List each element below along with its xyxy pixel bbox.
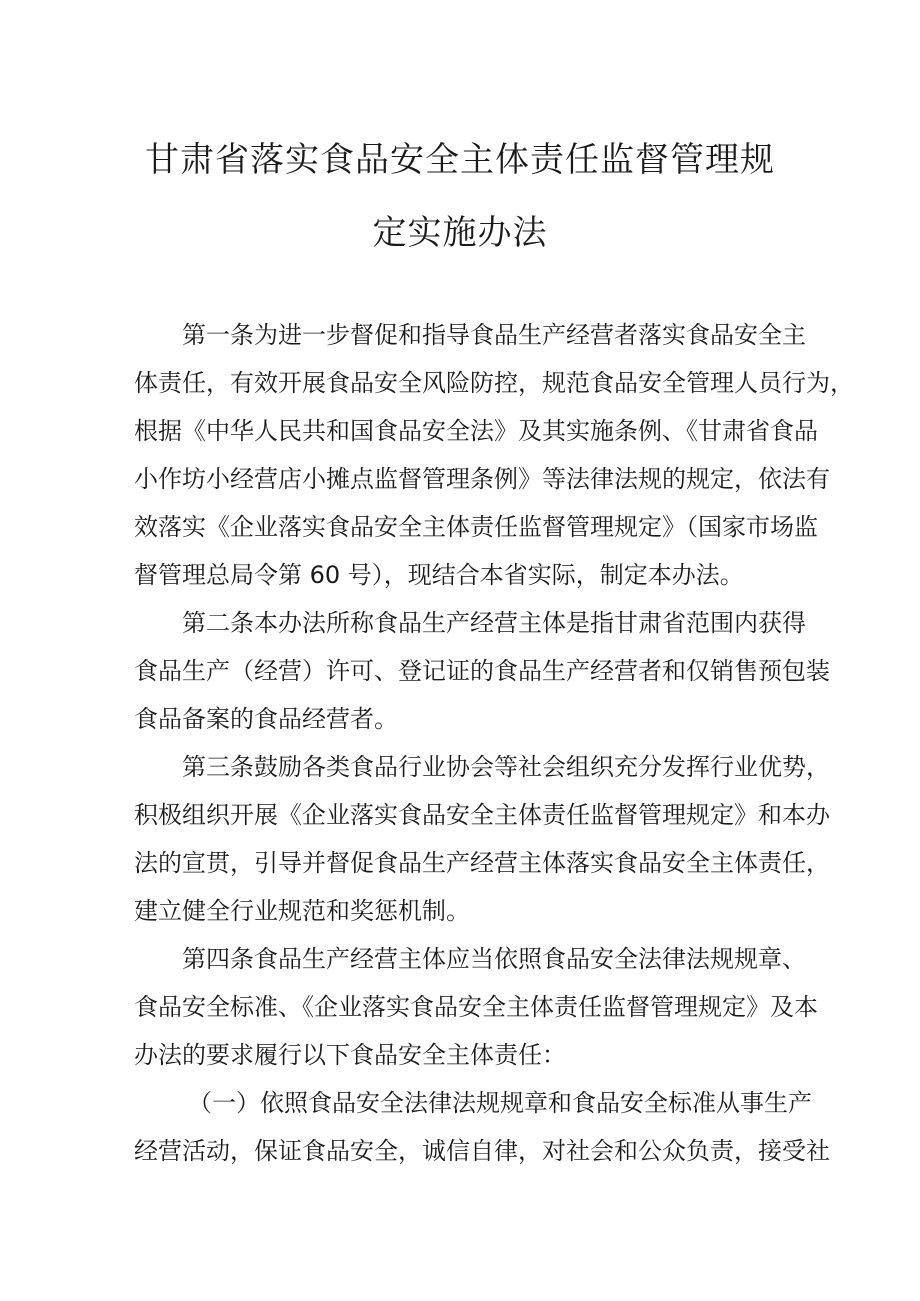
article-2-line-3: 食品备案的食品经营者。 xyxy=(134,705,398,733)
item-1-line-2: 经营活动，保证食品安全，诚信自律，对社会和公众负责，接受社 xyxy=(134,1137,830,1165)
document-title-line-1: 甘肃省落实食品安全主体责任监督管理规 xyxy=(145,140,775,180)
article-4-line-2: 食品安全标准、《企业落实食品安全主体责任监督管理规定》及本 xyxy=(134,993,818,1021)
article-1-line-6: 督管理总局令第 60 号），现结合本省实际，制定本办法。 xyxy=(134,561,744,589)
article-2-line-1: 第二条本办法所称食品生产经营主体是指甘肃省范围内获得 xyxy=(182,609,806,637)
article-4-line-3: 办法的要求履行以下食品安全主体责任： xyxy=(134,1041,566,1069)
article-3-line-1: 第三条鼓励各类食品行业协会等社会组织充分发挥行业优势， xyxy=(182,753,830,781)
item-1-line-1: （一）依照食品安全法律法规规章和食品安全标准从事生产 xyxy=(188,1089,812,1117)
article-3-line-2: 积极组织开展《企业落实食品安全主体责任监督管理规定》和本办 xyxy=(134,801,830,829)
article-3-line-4: 建立健全行业规范和奖惩机制。 xyxy=(134,897,470,925)
article-1-line-5: 效落实《企业落实食品安全主体责任监督管理规定》（国家市场监 xyxy=(134,513,818,541)
article-3-line-3: 法的宣贯，引导并督促食品生产经营主体落实食品安全主体责任， xyxy=(134,849,830,877)
document-title-line-2: 定实施办法 xyxy=(372,213,548,253)
article-1-line-1: 第一条为进一步督促和指导食品生产经营者落实食品安全主 xyxy=(182,321,806,349)
article-2-line-2: 食品生产（经营）许可、登记证的食品生产经营者和仅销售预包装 xyxy=(134,657,830,685)
article-4-line-1: 第四条食品生产经营主体应当依照食品安全法律法规规章、 xyxy=(182,945,806,973)
article-1-line-3: 根据《中华人民共和国食品安全法》及其实施条例、《甘肃省食品 xyxy=(134,417,818,445)
article-1-line-4: 小作坊小经营店小摊点监督管理条例》等法律法规的规定，依法有 xyxy=(134,465,830,493)
article-1-line-2: 体责任，有效开展食品安全风险防控，规范食品安全管理人员行为， xyxy=(134,369,854,397)
